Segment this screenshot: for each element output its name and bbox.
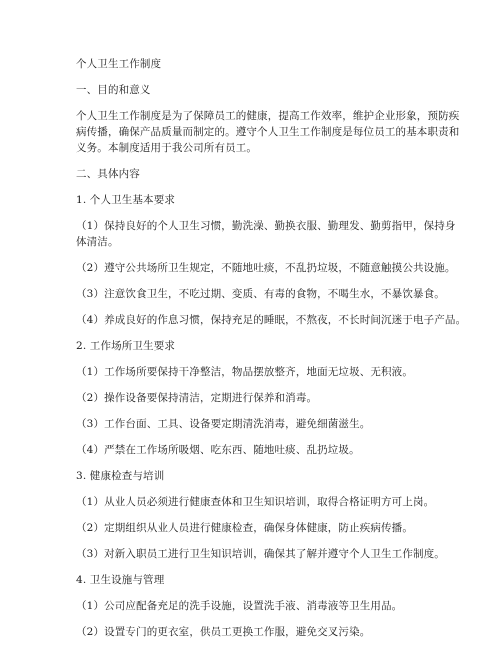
list-item: （3）对新入职员工进行卫生知识培训，确保其了解并遵守个人卫生工作制度。 bbox=[76, 548, 445, 560]
list-item: （3）注意饮食卫生，不吃过期、变质、有毒的食物，不喝生水，不暴饮暴食。 bbox=[76, 288, 445, 300]
list-item: （2）遵守公共场所卫生规定，不随地吐痰，不乱扔垃圾，不随意触摸公共设施。 bbox=[76, 262, 456, 274]
list-item-continuation: 体清洁。 bbox=[76, 236, 119, 248]
paragraph-line: 义务。本制度适用于我公司所有员工。 bbox=[76, 142, 258, 154]
list-item: （1）工作场所要保持干净整洁，物品摆放整齐，地面无垃圾、无积液。 bbox=[76, 366, 413, 378]
document-title: 个人卫生工作制度 bbox=[76, 58, 162, 70]
subsection-heading: 1. 个人卫生基本要求 bbox=[76, 194, 176, 206]
list-item: （3）工作台面、工具、设备要定期清洗消毒，避免细菌滋生。 bbox=[76, 418, 371, 430]
list-item: （4）养成良好的作息习惯，保持充足的睡眠，不熬夜，不长时间沉迷于电子产品。 bbox=[76, 314, 467, 326]
subsection-heading: 3. 健康检查与培训 bbox=[76, 470, 165, 482]
list-item: （1）公司应配备充足的洗手设施，设置洗手液、消毒液等卫生用品。 bbox=[76, 600, 403, 612]
subsection-heading: 4. 卫生设施与管理 bbox=[76, 574, 165, 586]
paragraph-line: 病传播，确保产品质量而制定的。遵守个人卫生工作制度是每位员工的基本职责和 bbox=[76, 126, 460, 138]
list-item: （4）严禁在工作场所吸烟、吃东西、随地吐痰、乱扔垃圾。 bbox=[76, 444, 360, 456]
list-item: （1）从业人员必须进行健康查体和卫生知识培训，取得合格证明方可上岗。 bbox=[76, 496, 435, 508]
paragraph-line: 个人卫生工作制度是为了保障员工的健康，提高工作效率，维护企业形象，预防疾 bbox=[76, 110, 460, 122]
subsection-heading: 2. 工作场所卫生要求 bbox=[76, 340, 176, 352]
list-item: （2）定期组织从业人员进行健康检查，确保身体健康，防止疾病传播。 bbox=[76, 522, 413, 534]
section-heading-purpose: 一、目的和意义 bbox=[76, 84, 151, 96]
list-item: （1）保持良好的个人卫生习惯，勤洗澡、勤换衣服、勤理发、勤剪指甲，保持身 bbox=[76, 220, 456, 232]
list-item: （2）设置专门的更衣室，供员工更换工作服，避免交叉污染。 bbox=[76, 626, 371, 638]
list-item: （2）操作设备要保持清洁，定期进行保养和消毒。 bbox=[76, 392, 318, 404]
section-heading-content: 二、具体内容 bbox=[76, 168, 140, 180]
